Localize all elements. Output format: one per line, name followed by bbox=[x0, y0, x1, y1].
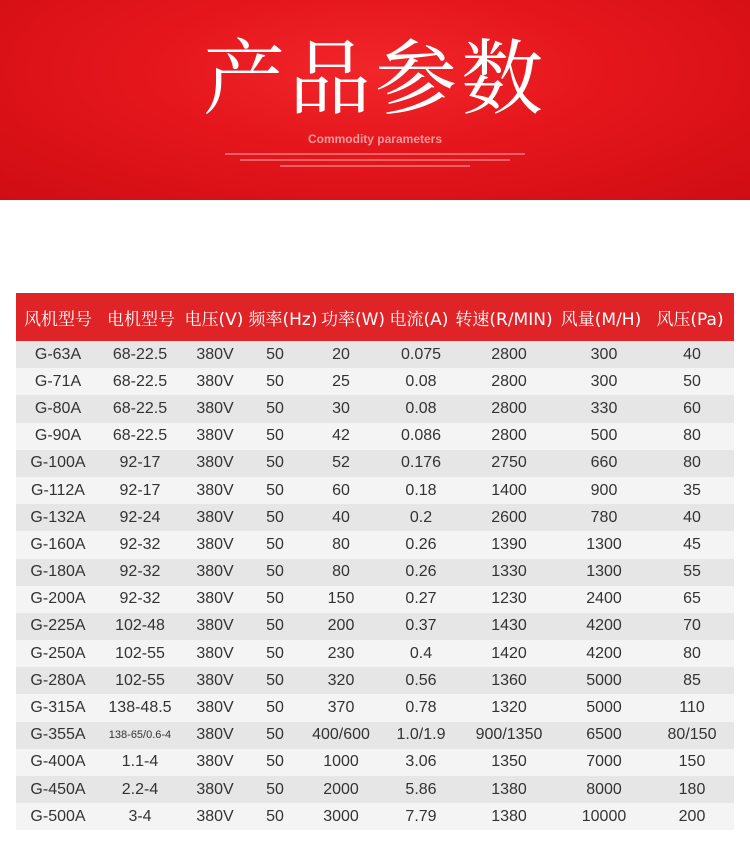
table-header-cell: 风压(Pa) bbox=[656, 309, 724, 330]
table-cell: 380V bbox=[196, 590, 234, 608]
table-cell: 1420 bbox=[491, 644, 527, 662]
table-cell: 42 bbox=[332, 427, 350, 445]
table-row bbox=[16, 341, 734, 368]
table-cell: G-400A bbox=[30, 753, 86, 771]
table-cell: 55 bbox=[683, 563, 701, 581]
table-cell: 92-17 bbox=[119, 454, 161, 472]
table-cell: 68-22.5 bbox=[112, 345, 168, 363]
table-cell: 400/600 bbox=[312, 726, 370, 744]
table-cell: 380V bbox=[196, 617, 234, 635]
table-cell: 2800 bbox=[491, 399, 527, 417]
product-parameters-table bbox=[16, 293, 734, 830]
table-cell: 50 bbox=[266, 780, 284, 798]
table-cell: 50 bbox=[266, 699, 284, 717]
table-cell: 380V bbox=[196, 454, 234, 472]
table-cell: 500 bbox=[590, 427, 618, 445]
table-cell: G-100A bbox=[30, 454, 86, 472]
table-cell: 380V bbox=[196, 726, 234, 744]
table-header-cell: 功率(W) bbox=[320, 309, 386, 330]
table-cell: 180 bbox=[678, 780, 706, 798]
table-cell: 7000 bbox=[586, 753, 622, 771]
header-banner bbox=[0, 0, 750, 200]
table-cell: 50 bbox=[683, 372, 701, 390]
table-cell: G-450A bbox=[30, 780, 86, 798]
table-cell: 8000 bbox=[586, 780, 622, 798]
table-cell: 380V bbox=[196, 753, 234, 771]
table-cell: 200 bbox=[327, 617, 355, 635]
table-cell: 1300 bbox=[586, 535, 622, 553]
table-cell: 0.37 bbox=[405, 617, 437, 635]
table-header-cell: 风量(M/H) bbox=[560, 309, 642, 330]
table-cell: G-63A bbox=[34, 345, 82, 363]
table-cell: 380V bbox=[196, 481, 234, 499]
table-cell: 0.26 bbox=[405, 535, 437, 553]
table-cell: 2800 bbox=[491, 345, 527, 363]
table-cell: 92-32 bbox=[119, 535, 161, 553]
table-cell: 900 bbox=[590, 481, 618, 499]
table-header-cell: 电压(V) bbox=[184, 309, 244, 330]
table-cell: 68-22.5 bbox=[112, 427, 168, 445]
table-row bbox=[16, 667, 734, 694]
table-row bbox=[16, 749, 734, 776]
table-cell: 85 bbox=[683, 671, 701, 689]
table-cell: 1330 bbox=[491, 563, 527, 581]
table-cell: G-71A bbox=[34, 372, 82, 390]
table-cell: 1380 bbox=[491, 807, 527, 825]
table-cell: 230 bbox=[327, 644, 355, 662]
decorative-line bbox=[280, 165, 470, 167]
page-subtitle: Commodity parameters bbox=[307, 132, 443, 146]
table-cell: 50 bbox=[266, 345, 284, 363]
table-cell: G-132A bbox=[30, 508, 86, 526]
table-row bbox=[16, 477, 734, 504]
table-cell: 40 bbox=[683, 508, 701, 526]
table-cell: G-250A bbox=[30, 644, 86, 662]
table-cell: 2600 bbox=[491, 508, 527, 526]
table-cell: 7.79 bbox=[405, 807, 437, 825]
table-cell: 0.086 bbox=[400, 427, 442, 445]
table-cell: 2800 bbox=[491, 372, 527, 390]
table-cell: 92-32 bbox=[119, 590, 161, 608]
table-cell: 330 bbox=[590, 399, 618, 417]
table-cell: 138-48.5 bbox=[108, 699, 172, 717]
table-row bbox=[16, 423, 734, 450]
table-cell: 5000 bbox=[586, 671, 622, 689]
table-cell: 80 bbox=[683, 644, 701, 662]
table-cell: 1.0/1.9 bbox=[396, 726, 446, 744]
table-cell: 50 bbox=[266, 807, 284, 825]
table-cell: G-280A bbox=[30, 671, 86, 689]
table-cell: 0.075 bbox=[400, 345, 442, 363]
table-cell: 2.2-4 bbox=[121, 780, 159, 798]
table-cell: G-112A bbox=[31, 481, 85, 499]
decorative-line bbox=[225, 153, 525, 155]
table-cell: 380V bbox=[196, 671, 234, 689]
table-header-row bbox=[16, 293, 734, 341]
table-row bbox=[16, 640, 734, 667]
table-header-cell: 电流(A) bbox=[389, 309, 449, 330]
table-cell: 300 bbox=[590, 345, 618, 363]
table-cell: 4200 bbox=[586, 617, 622, 635]
table-cell: 900/1350 bbox=[475, 726, 543, 744]
table-cell: 370 bbox=[327, 699, 355, 717]
table-cell: 50 bbox=[266, 508, 284, 526]
table-cell: 6500 bbox=[586, 726, 622, 744]
table-cell: 1380 bbox=[491, 780, 527, 798]
table-row bbox=[16, 395, 734, 422]
table-cell: 80 bbox=[683, 454, 701, 472]
table-cell: 50 bbox=[266, 644, 284, 662]
table-cell: 102-55 bbox=[115, 671, 165, 689]
table-cell: 380V bbox=[196, 345, 234, 363]
table-cell: 2400 bbox=[586, 590, 622, 608]
table-cell: 92-24 bbox=[119, 508, 161, 526]
table-row bbox=[16, 450, 734, 477]
table-cell: 150 bbox=[678, 753, 706, 771]
table-row bbox=[16, 504, 734, 531]
table-cell: 80/150 bbox=[667, 726, 717, 744]
table-cell: 25 bbox=[332, 372, 350, 390]
table-row bbox=[16, 694, 734, 721]
table-cell: 4200 bbox=[586, 644, 622, 662]
table-cell: 50 bbox=[266, 427, 284, 445]
table-cell: 380V bbox=[196, 644, 234, 662]
table-header-cell: 风机型号 bbox=[24, 309, 92, 330]
table-cell: 102-55 bbox=[115, 644, 165, 662]
table-cell: 1350 bbox=[491, 753, 527, 771]
table-row bbox=[16, 776, 734, 803]
table-cell: 50 bbox=[266, 590, 284, 608]
table-cell: 102-48 bbox=[115, 617, 165, 635]
table-cell: G-315A bbox=[30, 699, 86, 717]
table-cell: 50 bbox=[266, 617, 284, 635]
table-cell: 50 bbox=[266, 454, 284, 472]
table-cell: 1430 bbox=[491, 617, 527, 635]
table-cell: 380V bbox=[196, 535, 234, 553]
table-cell: 92-32 bbox=[119, 563, 161, 581]
table-cell: 380V bbox=[196, 399, 234, 417]
table-cell: 80 bbox=[683, 427, 701, 445]
table-cell: 1390 bbox=[491, 535, 527, 553]
table-cell: 0.08 bbox=[405, 372, 437, 390]
table-cell: 50 bbox=[266, 372, 284, 390]
table-cell: G-200A bbox=[30, 590, 86, 608]
table-cell: G-90A bbox=[34, 427, 82, 445]
table-cell: 3000 bbox=[323, 807, 359, 825]
table-cell: 1360 bbox=[491, 671, 527, 689]
table-row bbox=[16, 559, 734, 586]
table-cell: 50 bbox=[266, 535, 284, 553]
table-cell: G-225A bbox=[30, 617, 86, 635]
table-cell: 50 bbox=[266, 726, 284, 744]
table-cell: 3-4 bbox=[128, 807, 152, 825]
table-row bbox=[16, 368, 734, 395]
table-cell: 50 bbox=[266, 671, 284, 689]
table-cell: 60 bbox=[683, 399, 701, 417]
table-cell: 320 bbox=[327, 671, 355, 689]
table-row bbox=[16, 586, 734, 613]
table-cell: 50 bbox=[266, 563, 284, 581]
table-cell: 380V bbox=[196, 427, 234, 445]
table-cell: 5000 bbox=[586, 699, 622, 717]
table-cell: 92-17 bbox=[119, 481, 161, 499]
table-cell: 2000 bbox=[323, 780, 359, 798]
table-cell: 3.06 bbox=[405, 753, 437, 771]
table-cell: 1320 bbox=[491, 699, 527, 717]
table-cell: 380V bbox=[196, 563, 234, 581]
table-cell: 65 bbox=[683, 590, 701, 608]
table-cell: 0.4 bbox=[409, 644, 433, 662]
table-cell: 68-22.5 bbox=[112, 399, 168, 417]
table-cell: 52 bbox=[332, 454, 350, 472]
table-cell: 150 bbox=[327, 590, 355, 608]
table-cell: 40 bbox=[332, 508, 350, 526]
table-row bbox=[16, 531, 734, 558]
table-cell: 0.18 bbox=[405, 481, 437, 499]
table-header-cell: 电机型号 bbox=[107, 309, 175, 330]
table-cell: 380V bbox=[196, 807, 234, 825]
table-cell: 5.86 bbox=[405, 780, 437, 798]
table-cell: 380V bbox=[196, 699, 234, 717]
table-cell: 300 bbox=[590, 372, 618, 390]
table-header-cell: 频率(Hz) bbox=[248, 309, 318, 330]
table-body bbox=[16, 341, 734, 830]
table-cell: 200 bbox=[678, 807, 706, 825]
table-cell: 35 bbox=[683, 481, 701, 499]
table-cell: 45 bbox=[683, 535, 701, 553]
table-cell: G-500A bbox=[30, 807, 86, 825]
table-cell: 0.56 bbox=[405, 671, 437, 689]
table-cell: 50 bbox=[266, 753, 284, 771]
table-row bbox=[16, 803, 734, 830]
table-cell: 0.176 bbox=[400, 454, 442, 472]
decorative-line bbox=[240, 159, 510, 161]
table-cell: 1300 bbox=[586, 563, 622, 581]
table-cell: 380V bbox=[196, 508, 234, 526]
table-cell: 0.2 bbox=[409, 508, 433, 526]
table-cell: 70 bbox=[683, 617, 701, 635]
table-cell: 110 bbox=[679, 699, 705, 717]
table-cell: 138-65/0.6-4 bbox=[108, 729, 172, 742]
page-title: 产品参数 bbox=[202, 32, 547, 127]
table-cell: 50 bbox=[266, 399, 284, 417]
table-row bbox=[16, 613, 734, 640]
table-cell: 50 bbox=[266, 481, 284, 499]
table-cell: 1000 bbox=[323, 753, 359, 771]
table-cell: 1400 bbox=[491, 481, 527, 499]
table-cell: 2750 bbox=[491, 454, 527, 472]
table-cell: 1.1-4 bbox=[121, 753, 159, 771]
table-cell: 40 bbox=[683, 345, 701, 363]
table-cell: 0.08 bbox=[405, 399, 437, 417]
table-cell: 780 bbox=[590, 508, 618, 526]
table-cell: 20 bbox=[332, 345, 350, 363]
table-cell: G-160A bbox=[30, 535, 86, 553]
table-cell: 30 bbox=[332, 399, 350, 417]
table-cell: 1230 bbox=[491, 590, 527, 608]
table-cell: G-355A bbox=[30, 726, 86, 744]
table-cell: 80 bbox=[332, 535, 350, 553]
table-cell: 60 bbox=[332, 481, 350, 499]
table-cell: G-80A bbox=[34, 399, 82, 417]
table-cell: 80 bbox=[332, 563, 350, 581]
table-cell: G-180A bbox=[30, 563, 86, 581]
table-header-cell: 转速(R/MIN) bbox=[455, 309, 553, 330]
table-cell: 0.26 bbox=[405, 563, 437, 581]
table-cell: 0.78 bbox=[405, 699, 437, 717]
table-cell: 380V bbox=[196, 372, 234, 390]
table-cell: 380V bbox=[196, 780, 234, 798]
table-cell: 10000 bbox=[581, 807, 627, 825]
table-cell: 2800 bbox=[491, 427, 527, 445]
table-cell: 68-22.5 bbox=[112, 372, 168, 390]
table-cell: 0.27 bbox=[405, 590, 437, 608]
table-row bbox=[16, 722, 734, 749]
table-cell: 660 bbox=[590, 454, 618, 472]
